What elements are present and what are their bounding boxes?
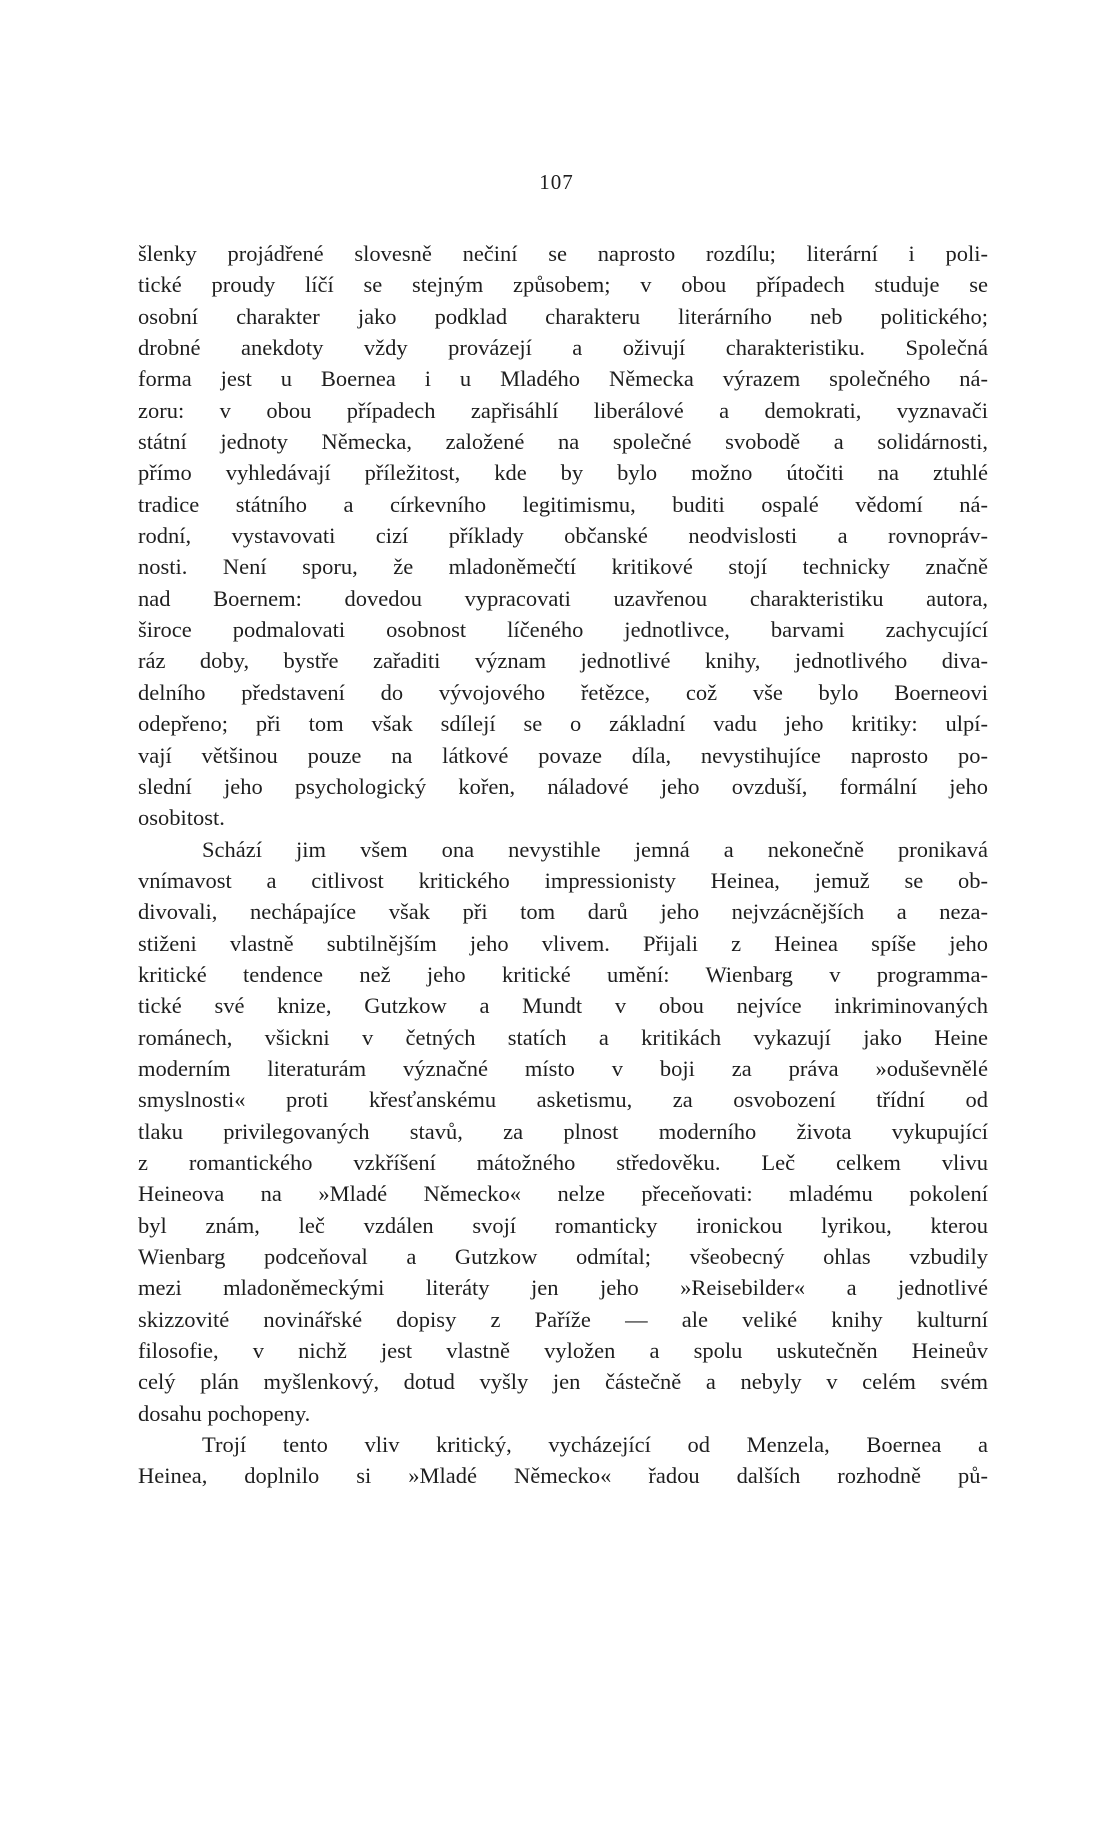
text-line: osobní charakter jako podklad charakteru literárního neb politického; (138, 303, 988, 329)
text-line: divovali, nechápajíce však při tom darů jeho nejvzácnějších a neza- (138, 899, 988, 925)
text-line: přímo vyhledávají příležitost, kde by bylo možno útočiti na ztuhlé (138, 460, 988, 486)
text-line: rodní, vystavovati cizí příklady občanské neodvislosti a rovnopráv- (138, 523, 988, 549)
text-line: nad Boernem: dovedou vypracovati uzavřenou charakteristiku autora, (138, 585, 988, 611)
text-line: slední jeho psychologický kořen, náladové jeho ovzduší, formální jeho (138, 773, 988, 799)
text-line: šlenky projádřené slovesně nečiní se naprosto rozdílu; literární i poli- (138, 241, 988, 266)
text-line: byl znám, leč vzdálen svojí romanticky ironickou lyrikou, kterou (138, 1212, 988, 1238)
text-line: skizzovité novinářské dopisy z Paříže — ale veliké knihy kulturní (138, 1306, 988, 1332)
text-line: Wienbarg podceňoval a Gutzkow odmítal; všeobecný ohlas vzbudily (138, 1244, 988, 1269)
text-line: státní jednoty Německa, založené na společné svobodě a solidárnosti, (138, 429, 988, 455)
text-line: moderním literaturám význačné místo v boji za práva »oduševnělé (138, 1055, 988, 1081)
text-line: tradice státního a církevního legitimismu, buditi ospalé vědomí ná- (138, 491, 988, 517)
text-line: široce podmalovati osobnost líčeného jednotlivce, barvami zachycující (138, 617, 988, 643)
text-line: tlaku privilegovaných stavů, za plnost moderního života vykupující (138, 1118, 988, 1144)
text-line: Schází jim všem ona nevystihle jemná a nekonečně pronikavá (202, 836, 988, 862)
text-line: ráz doby, bystře zařaditi význam jednotlivé knihy, jednotlivého diva- (138, 648, 988, 674)
text-line: Heinea, doplnilo si »Mladé Německo« řadou dalších rozhodně pů- (138, 1463, 988, 1489)
text-line: tické proudy líčí se stejným způsobem; v obou případech studuje se (138, 272, 988, 298)
text-line: dosahu pochopeny. (138, 1400, 311, 1426)
text-line: drobné anekdoty vždy provázejí a oživují charakteristiku. Společná (138, 335, 988, 361)
text-line: nosti. Není sporu, že mladoněmečtí kritikové stojí technicky značně (138, 554, 988, 580)
text-line: vnímavost a citlivost kritického impressionisty Heinea, jemuž se ob- (138, 867, 988, 893)
text-line: filosofie, v nichž jest vlastně vyložen a spolu uskutečněn Heineův (138, 1338, 988, 1364)
text-line: Trojí tento vliv kritický, vycházející od Menzela, Boernea a (202, 1432, 988, 1458)
text-line: celý plán myšlenkový, dotud vyšly jen částečně a nebyly v celém svém (138, 1369, 988, 1395)
text-line: tické své knize, Gutzkow a Mundt v obou nejvíce inkriminovaných (138, 993, 988, 1019)
text-line: zoru: v obou případech zapřisáhlí liberálové a demokrati, vyznavači (138, 397, 988, 423)
body-text (138, 238, 988, 1492)
text-line: z romantického vzkříšení mátožného středověku. Leč celkem vlivu (138, 1149, 988, 1175)
text-line: osobitost. (138, 805, 225, 831)
page-number: 107 (539, 170, 574, 194)
text-line: vají většinou pouze na látkové povaze díla, nevystihujíce naprosto po- (138, 742, 988, 768)
text-line: Heineova na »Mladé Německo« nelze přeceňovati: mladému pokolení (138, 1181, 988, 1207)
text-line: odepřeno; při tom však sdílejí se o základní vadu jeho kritiky: ulpí- (138, 711, 988, 737)
text-line: delního představení do vývojového řetězce, což vše bylo Boerneovi (138, 679, 988, 705)
text-line: románech, všickni v četných statích a kritikách vykazují jako Heine (138, 1024, 988, 1050)
text-line: kritické tendence než jeho kritické umění: Wienbarg v programma- (138, 961, 988, 987)
text-line: forma jest u Boernea i u Mladého Německa výrazem společného ná- (138, 366, 988, 392)
text-line: smyslnosti« proti křesťanskému asketismu, za osvobození třídní od (138, 1087, 988, 1113)
text-line: mezi mladoněmeckými literáty jen jeho »Reisebilder« a jednotlivé (138, 1275, 988, 1301)
text-line: stiženi vlastně subtilnějším jeho vlivem. Přijali z Heinea spíše jeho (138, 930, 988, 956)
